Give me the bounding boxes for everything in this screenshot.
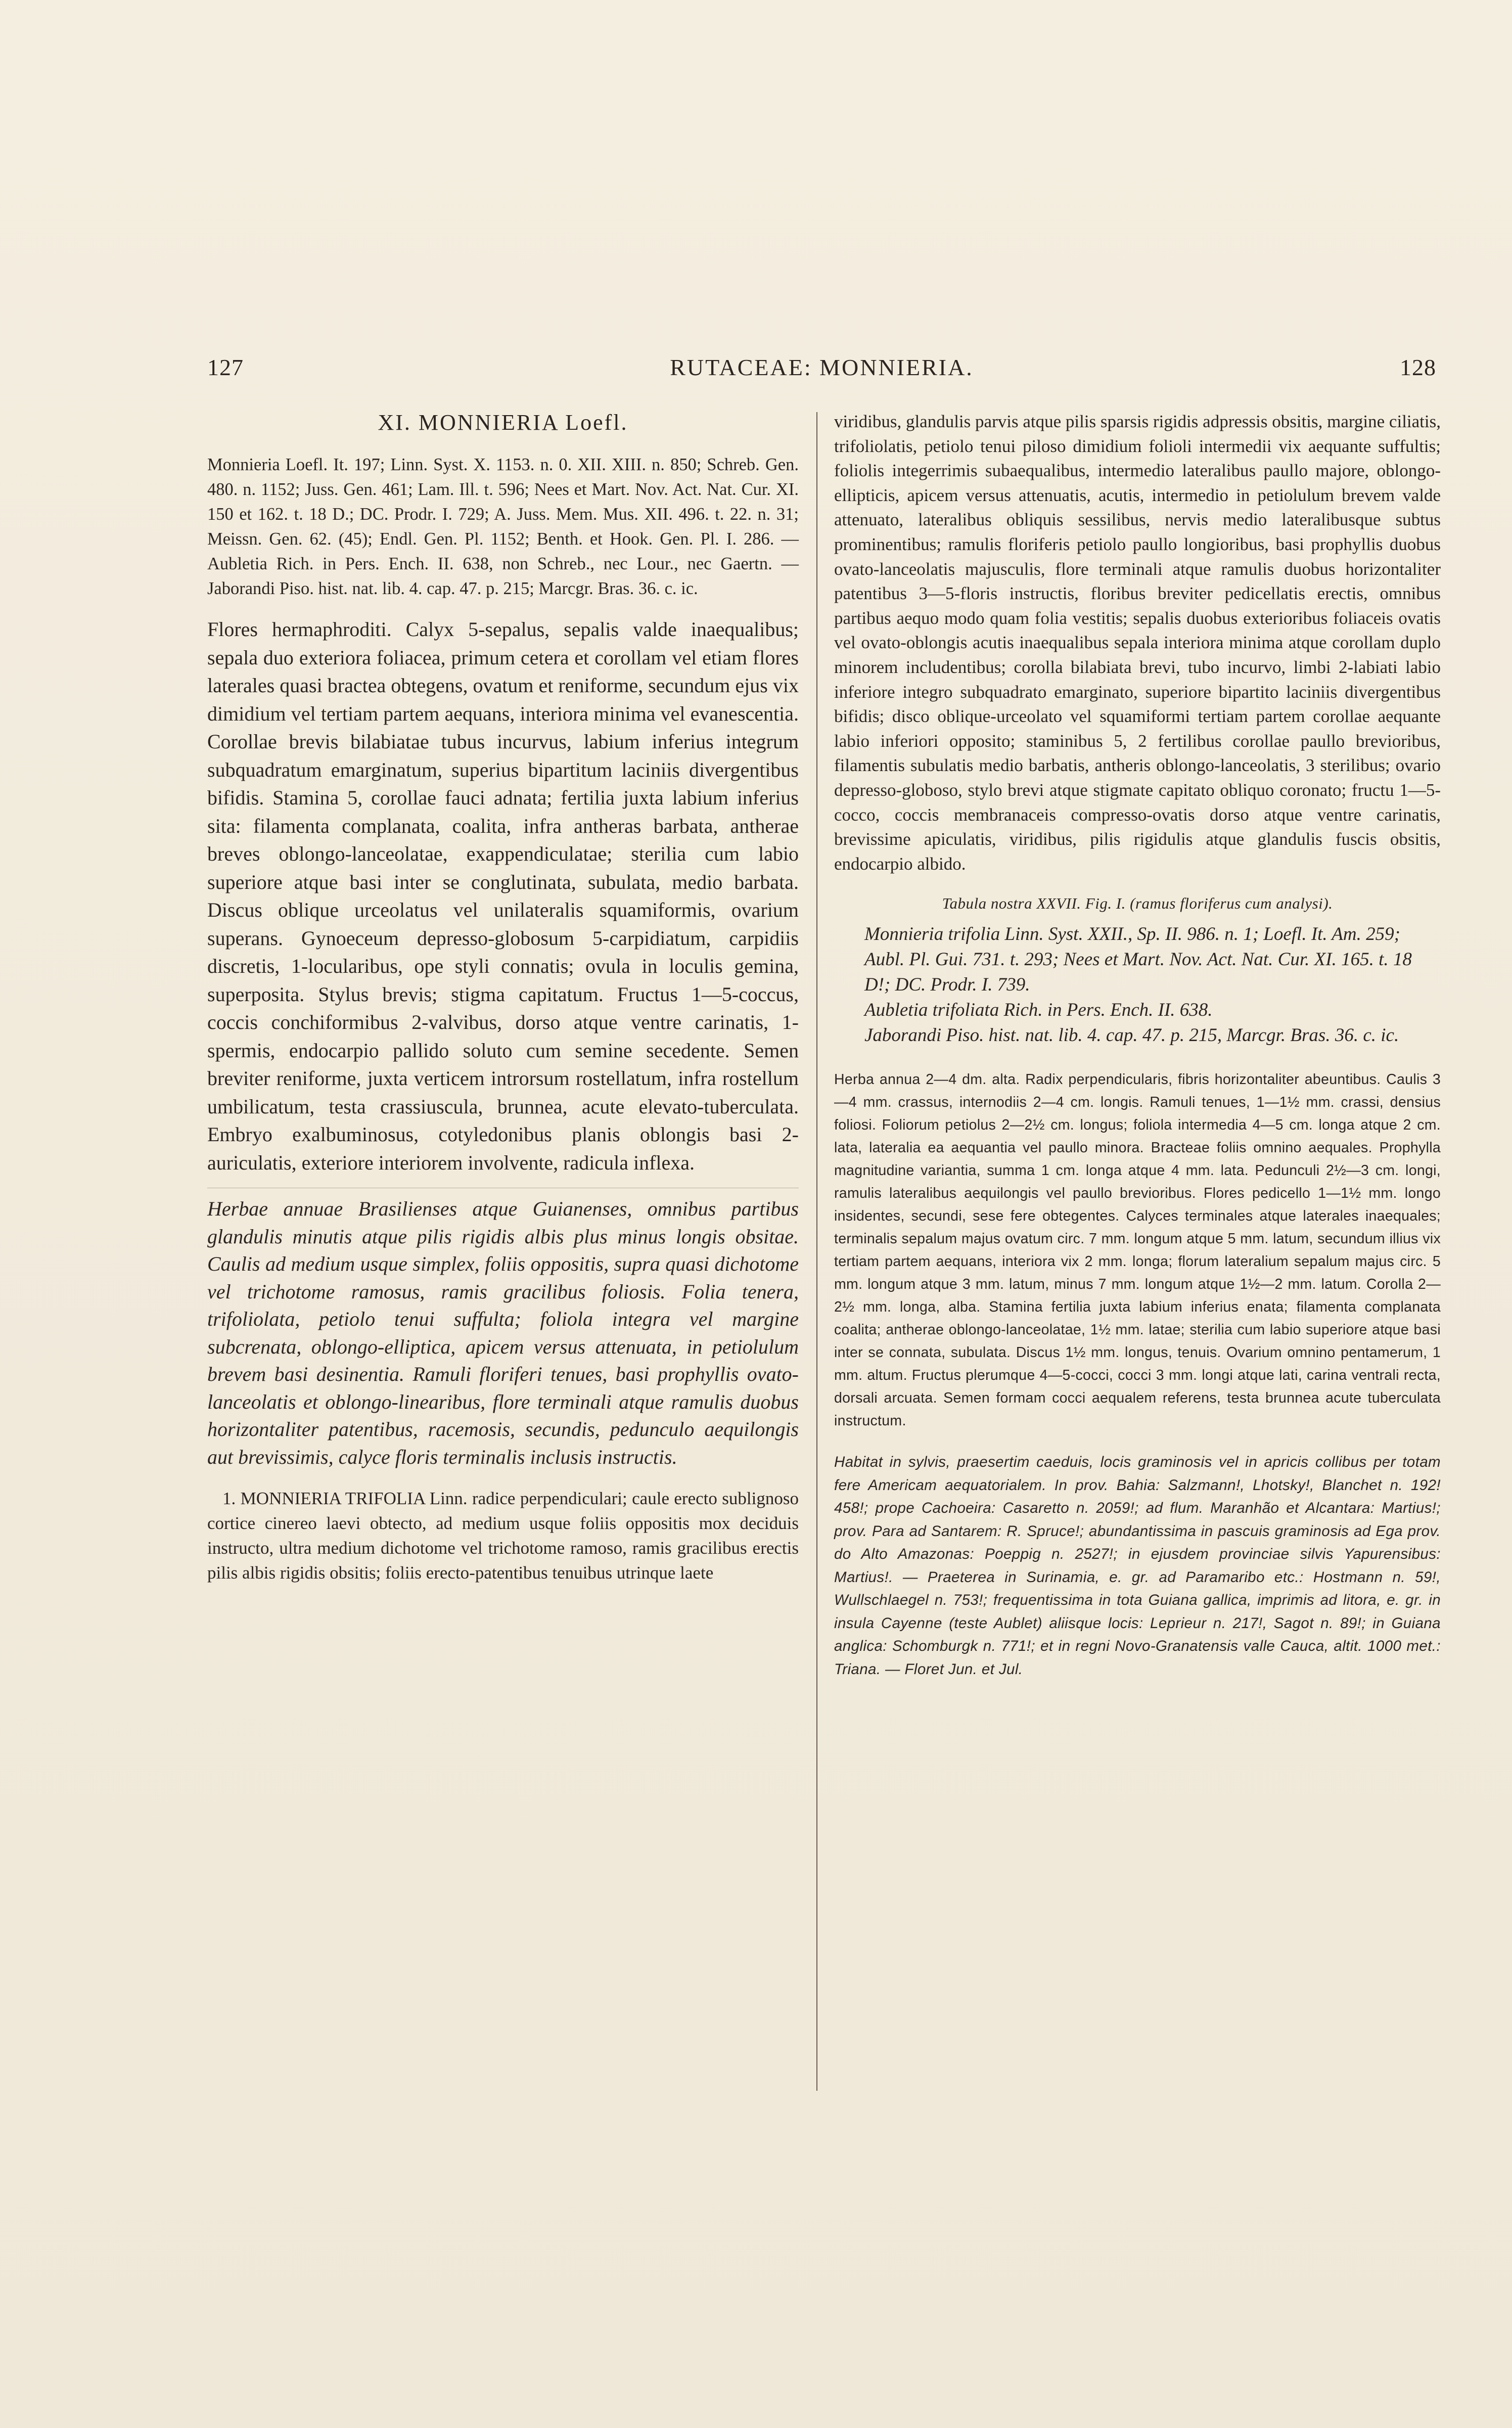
column-divider xyxy=(816,412,817,2091)
right-column xyxy=(834,410,1441,1681)
genus-habit-description: Herbae annuae Brasilienses atque Guianenses, omnibus partibus glandulis minutis atque pilis rigidis albis plus minus longis obsitae. Caulis ad medium usque simplex, foliis oppositis, supra quasi dichotome vel trichotome ramosus, ramis gracilibus foliosis. Folia tenera, trifoliolata, petiolo tenui suffulta; foliola integra vel margine subcrenata, oblongo-elliptica, apicem versus attenuata, in petiolulum brevem basi desinentia. Ramuli floriferi tenues, basi prophyllis ovato-lanceolatis et oblongo-linearibus, flore terminali atque ramulis duobus horizontaliter patentibus, racemosis, secundis, pedunculo aequilongis aut brevissimis, calyce floris terminalis inclusis instructis. xyxy=(207,1188,799,1471)
plate-reference: Tabula nostra XXVII. Fig. I. (ramus floriferus cum analysi). xyxy=(942,894,1333,913)
synonym-entry: Aubletia trifoliata Rich. in Pers. Ench. II. 638. xyxy=(864,1000,1213,1021)
species-description-continued: viridibus, glandulis parvis atque pilis sparsis rigidis adpressis obsitis, margine ciliatis, trifoliolatis, petiolo tenui piloso dimidium folioli intermedii vix aequante suffultis; foliolis integerrimis subaequalibus, intermedio lateralibus paullo majore, oblongo-ellipticis, apicem versus attenuatis, acutis, intermedio in petiolulum brevem valde attenuato, lateralibus obliquis sessilibus, nervis medio lateralibusque subtus prominentibus; ramulis floriferis petiolo paullo longioribus, basi prophyllis duobus ovato-lanceolatis majusculis, flore terminali atque ramulis duobus horizontaliter patentibus 3—5-floris instructis, floribus breviter pedicellatis erectis, omnibus partibus aequo modo quam folia vestitis; sepalis duobus exterioribus foliaceis ovatis vel ovato-oblongis acutis inaequalibus sepala interiora minima atque corollam duplo minorem includentibus; corolla bilabiata brevi, tubo incurvo, limbi 2-labiati labio inferiore integro subquadrato emarginato, superiore bipartito laciniis divergentibus bifidis; disco oblique-urceolato vel squamiformi tertiam partem corollae aequante labio inferiori opposito; staminibus 5, 2 fertilibus corollae paullo brevioribus, filamentis subulatis medio barbatis, antheris oblongo-lanceolatis, 3 sterilibus; ovario depresso-globoso, stylo brevi atque stigmate capitato obliquo coronato; fructu 1—5-cocco, coccis membranaceis compresso-ovatis dorso atque ventre carinatis, brevissime apiculatis, viridibus, pilis rigidulis atque glandulis fuscis obsitis, endocarpio albido. xyxy=(834,412,1441,874)
genus-description: Flores hermaphroditi. Calyx 5-sepalus, sepalis valde inaequalibus; sepala duo exteriora foliacea, primum cetera et corollam vel etiam flores laterales quasi bractea obtegens, ovatum et reniforme, secundum ejus vix dimidium vel tertiam partem aequans, interiora minima vel evanescentia. Corollae brevis bilabiatae tubus incurvus, labium inferius integrum subquadratum emarginatum, superius bipartitum laciniis divergentibus bifidis. Stamina 5, corollae fauci adnata; fertilia juxta labium inferius sita: filamenta complanata, coalita, infra antheras barbata, antherae breves oblongo-lanceolatae, exappendiculatae; sterilia cum labio superiore atque basi inter se conglutinata, subulata, medio barbata. Discus oblique urceolatus vel unilateralis squamiformis, ovarium superans. Gynoeceum depresso-globosum 5-carpidiatum, carpidiis discretis, 1-locularibus, ope styli connatis; ovula in loculis gemina, superposita. Stylus brevis; stigma capitatum. Fructus 1—5-coccus, coccis conchiformibus 2-valvibus, dorso atque ventre carinatis, 1-spermis, endocarpio pallido soluto cum semine secedente. Semen breviter reniforme, juxta verticem introrsum rostellatum, infra rostellum umbilicatum, testa crassiuscula, brunnea, acute elevato-tuberculata. Embryo exalbuminosus, cotyledonibus planis oblongis basi 2-auriculatis, exteriore interiorem involvente, radicula inflexa. xyxy=(207,618,799,1174)
running-header xyxy=(207,354,1436,384)
synonym-entry: Monnieria trifolia Linn. Syst. XXII., Sp. II. 986. n. 1; Loefl. It. Am. 259; Aubl. Pl. Gui. 731. t. 293; Nees et Mart. Nov. Act. Nat. Cur. XI. 165. t. 18 D!; DC. Prodr. I. 739. xyxy=(864,924,1412,996)
genus-heading: XI. MONNIERIA Loefl. xyxy=(378,410,628,435)
page-number-right: 128 xyxy=(1400,354,1436,380)
page-number-left: 127 xyxy=(207,354,244,380)
species-synonyms xyxy=(834,922,1441,1048)
synonym-entry: Jaborandi Piso. hist. nat. lib. 4. cap. 47. p. 215, Marcgr. Bras. 36. c. ic. xyxy=(864,1025,1399,1046)
species-description: 1. MONNIERIA TRIFOLIA Linn. radice perpendiculari; caule erecto sublignoso cortice cinereo laevi obtecto, ad medium usque foliis oppositis mox deciduis instructo, ultra medium dichotome vel trichotome ramoso, ramis gracilibus erectis pilis albis rigidis obsitis; foliis erecto-patentibus tenuibus utrinque laete xyxy=(207,1489,799,1583)
left-column xyxy=(207,410,799,1585)
running-title: RUTACEAE: MONNIERIA. xyxy=(670,354,974,380)
genus-synonymy: Monnieria Loefl. It. 197; Linn. Syst. X. 1153. n. 0. XII. XIII. n. 850; Schreb. Gen. 480. n. 1152; Juss. Gen. 461; Lam. Ill. t. 596; Nees et Mart. Nov. Act. Nat. Cur. XI. 150 et 162. t. 18 D.; DC. Prodr. I. 729; A. Juss. Mem. Mus. XII. 496. t. 22. n. 31; Meissn. Gen. 62. (45); Endl. Gen. Pl. 1152; Benth. et Hook. Gen. Pl. I. 286. — Aubletia Rich. in Pers. Ench. II. 638, non Schreb., nec Lour., nec Gaertn. — Jaborandi Piso. hist. nat. lib. 4. cap. 47. p. 215; Marcgr. Bras. 36. c. ic. xyxy=(207,455,799,598)
species-measurements: Herba annua 2—4 dm. alta. Radix perpendicularis, fibris horizontaliter abeuntibus. Caulis 3—4 mm. crassus, internodiis 2—4 cm. longis. Ramuli tenues, 1—1½ mm. crassi, densius foliosi. Foliorum petiolus 2—2½ cm. longus; foliola intermedia 4—5 cm. longa atque 2 cm. lata, lateralia ea aequantia vel paullo minora. Bracteae foliis omnino aequales. Prophylla magnitudine variantia, summa 1 cm. longa atque 4 mm. lata. Pedunculi 2½—3 cm. longi, ramulis lateralibus aequilongis vel paullo brevioribus. Flores pedicello 1—1½ mm. longo insidentes, secundi, sese fere obtegentes. Calyces terminales atque laterales inaequales; terminalis sepalum majus ovatum circ. 7 mm. longum atque 5 mm. latum, secundum illius vix tertiam partem aequans, interiora vix 2 mm. longa; florum lateralium sepalum majus circ. 5 mm. longum atque 3 mm. latum, minus 7 mm. longum atque 1½—2 mm. latum. Corolla 2—2½ mm. longa, alba. Stamina fertilia juxta labium inferius enata; filamenta complanata coalita; antherae oblongo-lanceolatae, 1½ mm. latae; sterilia cum labio superiore atque basi inter se connata, subulata. Discus 1½ mm. longus, tenuis. Ovarium omnino pentamerum, 1 mm. altum. Fructus plerumque 4—5-cocci, cocci 3 mm. longi atque lati, carina ventrali recta, dorsali arcuata. Semen formam cocci aequalem referens, testa brunnea acute tuberculata instructum. xyxy=(834,1071,1441,1429)
species-habitat: Habitat in sylvis, praesertim caeduis, locis graminosis vel in apricis collibus per totam fere Americam aequatorialem. In prov. Bahia: Salzmann!, Lhotsky!, Blanchet n. 192! 458!; prope Cachoeira: Casaretto n. 2059!; ad flum. Maranhão et Alcantara: Martius!; prov. Para ad Santarem: R. Spruce!; abundantissima in pascuis graminosis ad Ega prov. do Alto Amazonas: Poeppig n. 2527!; in ejusdem provinciae silvis Yapurensibus: Martius!. — Praeterea in Surinamia, e. gr. ad Paramaribo etc.: Hostmann n. 59!, Wullschlaegel n. 753!; frequentissima in tota Guiana gallica, imprimis ad litora, e. gr. in insula Cayenne (teste Aublet) aliisque locis: Leprieur n. 217!, Sagot n. 89!; in Guiana anglica: Schomburgk n. 771!; et in regni Novo-Granatensis valle Cauca, altit. 1000 met.: Triana. — Floret Jun. et Jul. xyxy=(834,1454,1441,1678)
